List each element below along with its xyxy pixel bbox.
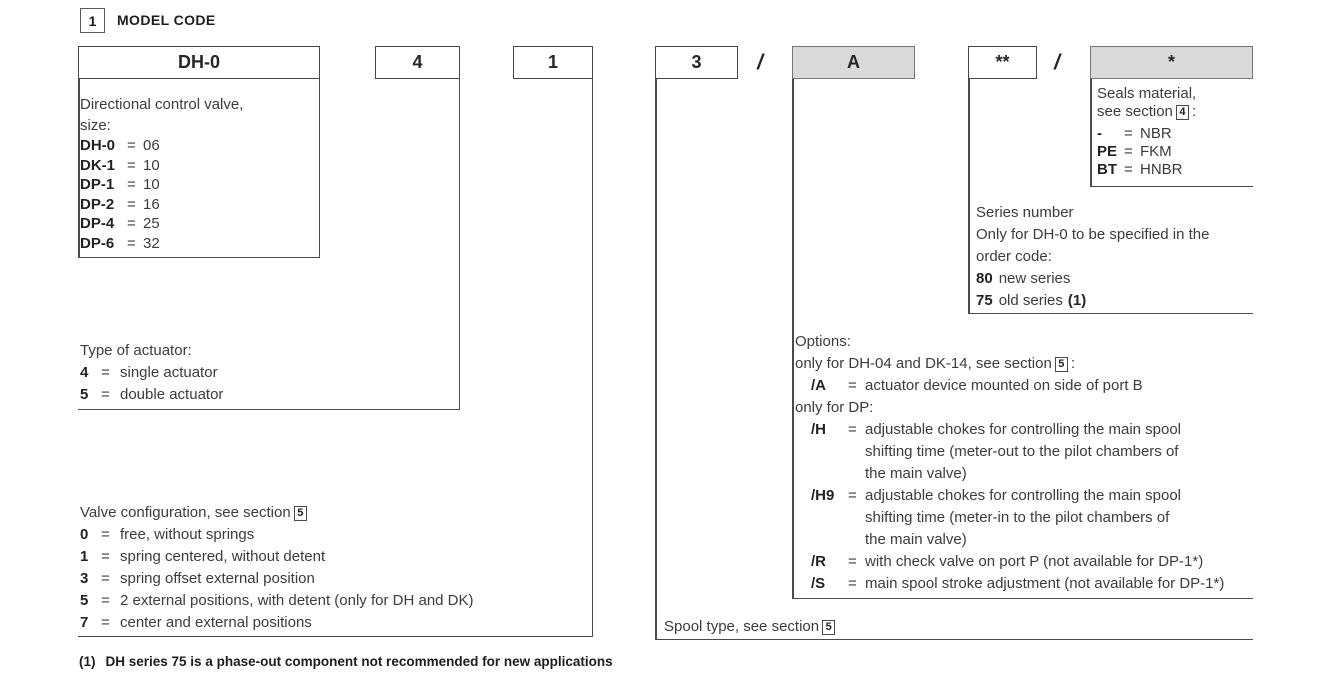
equals-sign: = — [848, 553, 857, 570]
code-box-seals: * — [1090, 46, 1253, 79]
size-items — [80, 136, 312, 253]
size-item-value: 25 — [143, 215, 160, 232]
section-number-box — [80, 8, 105, 33]
equals-sign: = — [1124, 125, 1133, 142]
options-group2-intro: only for DP: — [795, 399, 874, 416]
equals-sign: = — [848, 575, 857, 592]
series-item-desc: old series — [998, 292, 1063, 309]
size-item — [80, 214, 312, 234]
options-title: Options: — [795, 333, 851, 350]
connector-seals-bottom — [1090, 186, 1253, 188]
size-intro-line1: Directional control valve, — [80, 96, 244, 113]
option-item — [795, 419, 1255, 485]
config-item — [80, 546, 585, 568]
seals-item-code: - — [1097, 125, 1102, 142]
option-item-desc — [865, 573, 1224, 595]
option-item — [795, 375, 1255, 397]
seals-item-code: BT — [1097, 161, 1117, 178]
option-item-desc — [865, 485, 1181, 551]
option-desc-line: the main valve) — [865, 531, 967, 548]
config-item-desc: 2 external positions, with detent (only for DH and DK) — [120, 592, 474, 609]
seals-intro-suffix: : — [1192, 103, 1197, 120]
series-item-code: 75 — [976, 292, 993, 309]
series-item — [976, 268, 1254, 290]
option-desc-line: the main valve) — [865, 465, 967, 482]
connector-config-bottom — [78, 636, 593, 638]
equals-sign: = — [127, 234, 136, 252]
config-item-code: 5 — [80, 592, 89, 609]
size-item-value: 32 — [143, 234, 160, 252]
option-item-code: /S — [811, 575, 826, 592]
actuator-item-code: 4 — [80, 364, 89, 381]
size-item-code: DP-2 — [80, 195, 115, 213]
section-ref-5: 5 — [1055, 357, 1068, 372]
slash-separator-1: / — [757, 50, 763, 74]
size-item — [80, 156, 312, 176]
config-item-desc: spring offset external position — [120, 570, 315, 587]
seals-intro-line2 — [1097, 103, 1253, 121]
equals-sign: = — [101, 526, 110, 543]
series-item-code: 80 — [976, 270, 993, 287]
option-desc-line: with check valve on port P (not available for DP-1*) — [865, 553, 1204, 570]
config-item — [80, 612, 585, 634]
equals-sign: = — [127, 215, 136, 232]
option-desc-line: adjustable chokes for controlling the main spool — [865, 487, 1182, 504]
config-item-code: 0 — [80, 526, 89, 543]
connector-size-right — [319, 79, 321, 258]
seals-intro-line1: Seals material, — [1097, 85, 1197, 102]
page-title: MODEL CODE — [117, 12, 216, 28]
connector-spool-left — [655, 79, 657, 640]
config-intro — [80, 502, 585, 524]
equals-sign: = — [101, 548, 110, 565]
connector-actuator-right — [459, 79, 461, 410]
option-item-code: /H9 — [811, 487, 835, 504]
config-item-code: 1 — [80, 548, 89, 565]
section-ref-5: 5 — [294, 506, 307, 521]
series-line3: order code: — [976, 248, 1052, 265]
footnote-text: DH series 75 is a phase-out component not recommended for new applications — [105, 654, 613, 669]
seals-item — [1097, 125, 1253, 143]
series-block — [976, 202, 1254, 312]
code-box-size: DH-0 — [78, 46, 320, 79]
option-desc-line: adjustable chokes for controlling the main spool — [865, 421, 1182, 438]
seals-item-value: HNBR — [1140, 161, 1183, 178]
seals-item — [1097, 161, 1253, 179]
code-box-actuator: 4 — [375, 46, 460, 79]
connector-options-bottom — [792, 598, 1253, 600]
equals-sign: = — [101, 364, 110, 381]
config-item-code: 7 — [80, 614, 89, 631]
size-item-code: DK-1 — [80, 156, 116, 174]
size-item-value: 10 — [143, 176, 160, 193]
config-item-desc: center and external positions — [120, 614, 312, 631]
option-item-code: /A — [811, 377, 826, 394]
option-item-desc — [865, 419, 1181, 485]
option-item-code: /R — [811, 553, 826, 570]
actuator-item — [80, 362, 440, 384]
option-desc-line: actuator device mounted on side of port B — [865, 377, 1143, 394]
options-group1-intro — [795, 353, 1255, 375]
size-block — [80, 94, 312, 253]
option-item — [795, 485, 1255, 551]
connector-series-bottom — [968, 313, 1253, 315]
seals-item-value: NBR — [1140, 125, 1172, 142]
series-line1: Series number — [976, 204, 1074, 221]
equals-sign: = — [101, 592, 110, 609]
config-item — [80, 568, 585, 590]
actuator-intro: Type of actuator: — [80, 342, 192, 359]
slash-separator-2: / — [1054, 50, 1060, 74]
config-item — [80, 590, 585, 612]
equals-sign: = — [127, 137, 136, 154]
seals-item-code: PE — [1097, 143, 1118, 160]
config-item — [80, 524, 585, 546]
option-item-desc — [865, 375, 1143, 397]
equals-sign: = — [1124, 143, 1133, 160]
series-item-desc: new series — [998, 270, 1071, 287]
connector-config-right — [592, 79, 594, 637]
spool-block — [664, 616, 1184, 638]
seals-intro-text: see section — [1097, 103, 1173, 120]
seals-items — [1097, 125, 1253, 179]
series-line2: Only for DH-0 to be specified in the — [976, 226, 1210, 243]
series-item-suffix: (1) — [1067, 292, 1087, 309]
seals-item — [1097, 143, 1253, 161]
code-box-series: ** — [968, 46, 1037, 79]
options-block — [795, 331, 1255, 595]
connector-options-left — [792, 79, 794, 599]
size-item-code: DP-6 — [80, 234, 115, 252]
size-item-value: 16 — [143, 195, 160, 213]
options-group1-intro-suffix: : — [1070, 355, 1076, 372]
section-number: 1 — [88, 12, 97, 29]
connector-seals-left — [1090, 79, 1092, 187]
equals-sign: = — [848, 421, 857, 438]
actuator-item-code: 5 — [80, 386, 89, 403]
connector-actuator-bottom — [78, 409, 460, 411]
options-group1-intro-text: only for DH-04 and DK-14, see section — [795, 355, 1052, 372]
equals-sign: = — [101, 386, 110, 403]
equals-sign: = — [848, 377, 857, 394]
option-item-desc — [865, 551, 1203, 573]
equals-sign: = — [101, 614, 110, 631]
config-item-desc: spring centered, without detent — [120, 548, 326, 565]
size-intro-line2: size: — [80, 117, 111, 134]
option-desc-line: main spool stroke adjustment (not available for DP-1*) — [865, 575, 1225, 592]
footnote-label: (1) — [79, 654, 96, 669]
connector-series-left — [968, 79, 970, 314]
size-item-code: DP-1 — [80, 176, 115, 193]
connector-spool-bottom — [655, 639, 1253, 641]
seals-item-value: FKM — [1140, 143, 1172, 160]
spool-text: Spool type, see section — [664, 618, 820, 635]
equals-sign: = — [127, 156, 136, 174]
config-intro-text: Valve configuration, see section — [80, 504, 291, 521]
size-item — [80, 175, 312, 195]
connector-size-bottom — [78, 257, 320, 259]
option-desc-line: shifting time (meter-out to the pilot chambers of — [865, 443, 1179, 460]
footnote — [79, 654, 613, 669]
option-desc-line: shifting time (meter-in to the pilot chambers of — [865, 509, 1170, 526]
size-item — [80, 234, 312, 254]
config-block — [80, 502, 585, 634]
size-item — [80, 136, 312, 156]
equals-sign: = — [101, 570, 110, 587]
code-box-options: A — [792, 46, 915, 79]
size-item-code: DH-0 — [80, 137, 116, 154]
option-item — [795, 573, 1255, 595]
equals-sign: = — [848, 487, 857, 504]
equals-sign: = — [1124, 161, 1133, 178]
code-box-config: 1 — [513, 46, 593, 79]
config-item-code: 3 — [80, 570, 89, 587]
actuator-item-desc: single actuator — [120, 364, 218, 381]
equals-sign: = — [127, 195, 136, 213]
option-item — [795, 551, 1255, 573]
option-item-code: /H — [811, 421, 826, 438]
config-item-desc: free, without springs — [120, 526, 255, 543]
actuator-item — [80, 384, 440, 406]
actuator-block — [80, 340, 440, 406]
size-item-code: DP-4 — [80, 215, 115, 232]
size-item — [80, 195, 312, 215]
series-item — [976, 290, 1254, 312]
seals-block — [1097, 85, 1253, 179]
actuator-item-desc: double actuator — [120, 386, 224, 403]
size-item-value: 10 — [143, 156, 160, 174]
section-ref-5: 5 — [822, 620, 835, 635]
section-ref-4: 4 — [1176, 105, 1189, 120]
size-item-value: 06 — [143, 137, 160, 154]
equals-sign: = — [127, 176, 136, 193]
code-box-spool: 3 — [655, 46, 738, 79]
